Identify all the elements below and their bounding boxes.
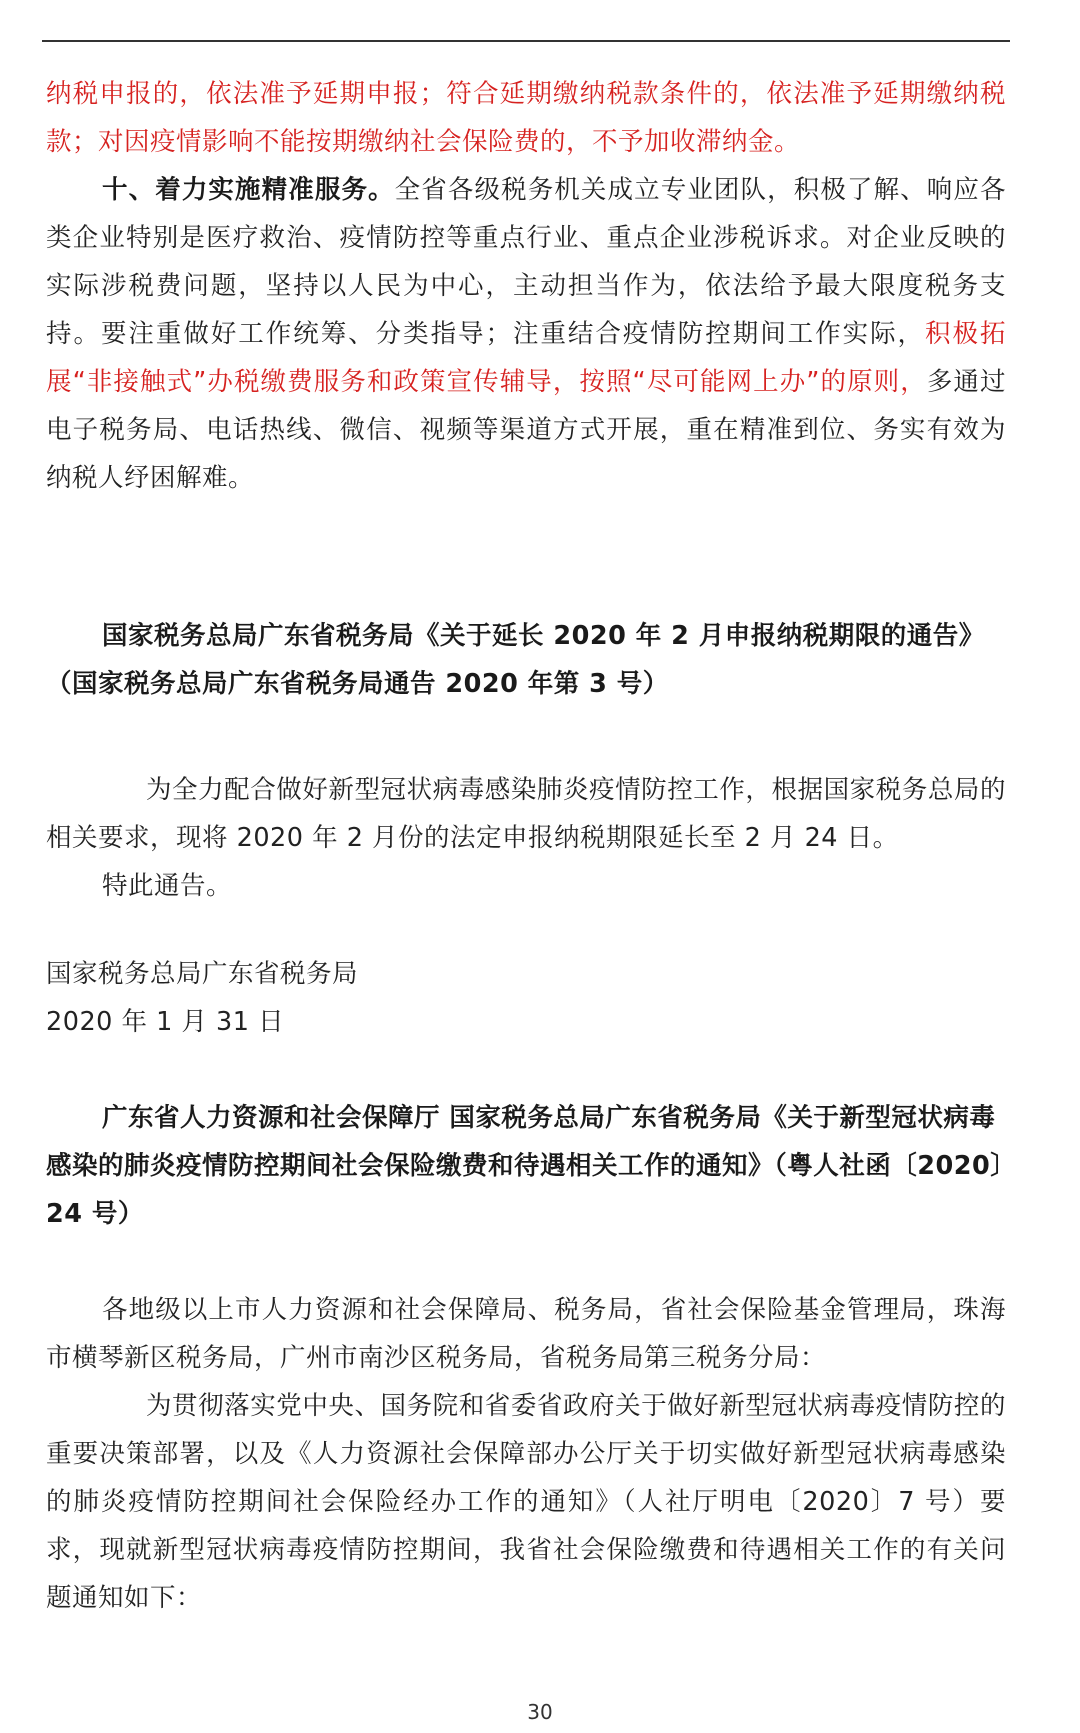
notice-2-recipients: 各地级以上市人力资源和社会保障局、税务局，省社会保险基金管理局，珠海市横琴新区税务局，广州市南沙区税务局，省税务局第三税务分局：: [46, 1295, 1006, 1373]
top-divider: [42, 40, 1010, 42]
section-ten-body-red: 积极拓展“非接触式”办税缴费服务和政策宣传辅导，按照“尽可能网上办”的原则，: [46, 319, 1006, 397]
notice-1-date: 2020 年 1 月 31 日: [46, 1007, 285, 1037]
section-ten-paragraph: [46, 166, 1006, 502]
notice-1-signature: 国家税务总局广东省税务局: [46, 959, 359, 989]
section-ten-body-1: 全省各级税务机关成立专业团队，积极了解、响应各类企业特别是医疗救治、疫情防控等重点行业、重点企业涉税诉求。对企业反映的实际涉税费问题，坚持以人民为中心，主动担当作为，依法给予最大限度税务支持。要注重做好工作统筹、分类指导；注重结合疫情防控期间工作实际，: [46, 175, 1006, 349]
notice-1-title: 国家税务总局广东省税务局《关于延长 2020 年 2 月申报纳税期限的通告》（国家税务总局广东省税务局通告 2020 年第 3 号）: [46, 621, 985, 699]
notice-1-closing: 特此通告。: [102, 871, 233, 901]
notice-2-title: 广东省人力资源和社会保障厅 国家税务总局广东省税务局《关于新型冠状病毒感染的肺炎疫情防控期间社会保险缴费和待遇相关工作的通知》（粤人社函〔2020〕24 号）: [46, 1103, 1004, 1229]
page-number: 30: [527, 1700, 553, 1724]
notice-1-body: 为全力配合做好新型冠状病毒感染肺炎疫情防控工作，根据国家税务总局的相关要求，现将 2020 年 2 月份的法定申报纳税期限延长至 2 月 24 日。: [46, 775, 1006, 853]
section-ten-title: 十、着力实施精准服务。: [102, 175, 395, 205]
document-body: [46, 70, 1006, 1622]
notice-2-body: 为贯彻落实党中央、国务院和省委省政府关于做好新型冠状病毒疫情防控的重要决策部署，以及《人力资源社会保障部办公厅关于切实做好新型冠状病毒感染的肺炎疫情防控期间社会保险经办工作的通知》（人社厅明电〔2020〕7 号）要求，现就新型冠状病毒疫情防控期间，我省社会保险缴费和待遇相关工作的有关问题通知如下：: [46, 1391, 1006, 1613]
section-ten-continuation: 纳税申报的，依法准予延期申报；符合延期缴纳税款条件的，依法准予延期缴纳税款；对因疫情影响不能按期缴纳社会保险费的，不予加收滞纳金。: [46, 79, 1006, 157]
section-ten-body-2: 多通过电子税务局、电话热线、微信、视频等渠道方式开展，重在精准到位、务实有效为纳税人纾困解难。: [46, 367, 1006, 493]
